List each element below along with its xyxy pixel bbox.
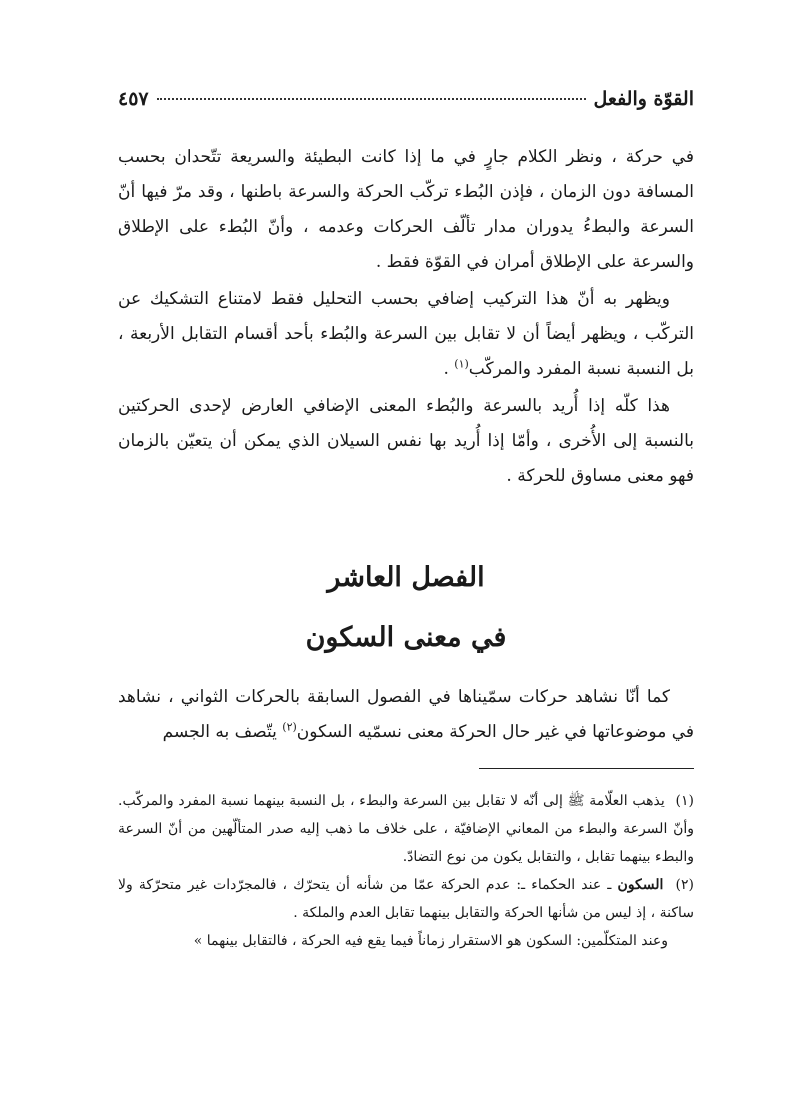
footnote-1 [118,787,694,871]
footnote-1-text: يذهب العلّامة ﷺ إلى أنّه لا تقابل بين السرعة والبطء ، بل النسبة بينهما نسبة المفرد والمركّب. وأنّ السرعة والبطء من المعاني الإضافيّة ، على خلاف ما ذهب إليه صدر المتألّهين من أنّ السرعة والبطء بينهما تقابل ، والتقابل يكون من نوع التضادّ. [118,793,694,865]
footnote-2-text: ـ عند الحكماء ـ: عدم الحركة عمّا من شأنه أن يتحرّك ، فالمجرّدات غير متحرّكة ولا ساكنة ، إذ ليس من شأنها الحركة والتقابل بينهما تقابل العدم والملكة . [118,877,694,921]
paragraph-3: هذا كلّه إذا أُريد بالسرعة والبُطء المعنى الإضافي العارض لإحدى الحركتين بالنسبة إلى الأُخرى ، وأمّا إذا أُريد بها نفس السيلان الذي يمكن أن يتعيّن بالزمان فهو معنى مساوق للحركة . [118,396,694,486]
section-title: في معنى السكون [305,622,507,653]
footnote-2 [118,871,694,927]
paragraph-4-part1: كما أنّا نشاهد حركات سمّيناها في الفصول السابقة بالحركات الثواني ، نشاهد في موضوعاتها في غير حال الحركة معنى نسمّيه السكون [118,687,694,742]
footnote-2-term: السكون [617,877,664,893]
paragraph-2-end: . [443,359,455,379]
footnote-2-number: (٢) [675,877,695,893]
running-header [118,88,694,120]
footnotes [118,787,694,955]
paragraph-4-part2: يتّصف به الجسم [162,722,277,742]
main-text-top [118,140,694,494]
footnote-2-continuation: وعند المتكلّمين: السكون هو الاستقرار زماناً فيما يقع فيه الحركة ، فالتقابل بينهما » [193,933,668,949]
running-header-title: القوّة والفعل [593,88,694,110]
page-number: ٤٥٧ [118,88,149,110]
footnote-marker-2: (٢) [282,720,297,734]
footnote-marker-1: (١) [454,357,469,371]
footnote-1-number: (١) [675,793,695,809]
paragraph-1: في حركة ، ونظر الكلام جارٍ في ما إذا كانت البطيئة والسريعة تتّحدان بحسب المسافة دون الزمان ، فإذن البُطء تركّب الحركة والسرعة باطنها ، وقد مرّ فيها أنّ السرعة والبطءُ يدوران مدار تألّف الحركات وعدمه ، وأنّ البُطء على الإطلاق والسرعة على الإطلاق أمران في القوّة فقط . [118,147,694,272]
header-leader-dots [157,98,586,100]
paragraph-2 [118,282,694,387]
paragraph-2-text: ويظهر به أنّ هذا التركيب إضافي بحسب التحليل فقط لامتناع التشكيك عن التركّب ، ويظهر أيضاً أن لا تقابل بين السرعة والبُطء بأحد أقسام التقابل الأربعة ، بل النسبة نسبة المفرد والمركّب [118,289,694,379]
main-text-bottom [118,680,694,750]
paragraph-4 [118,680,694,750]
book-page [118,88,694,955]
chapter-title: الفصل العاشر [327,562,485,593]
footnote-separator [479,768,694,769]
